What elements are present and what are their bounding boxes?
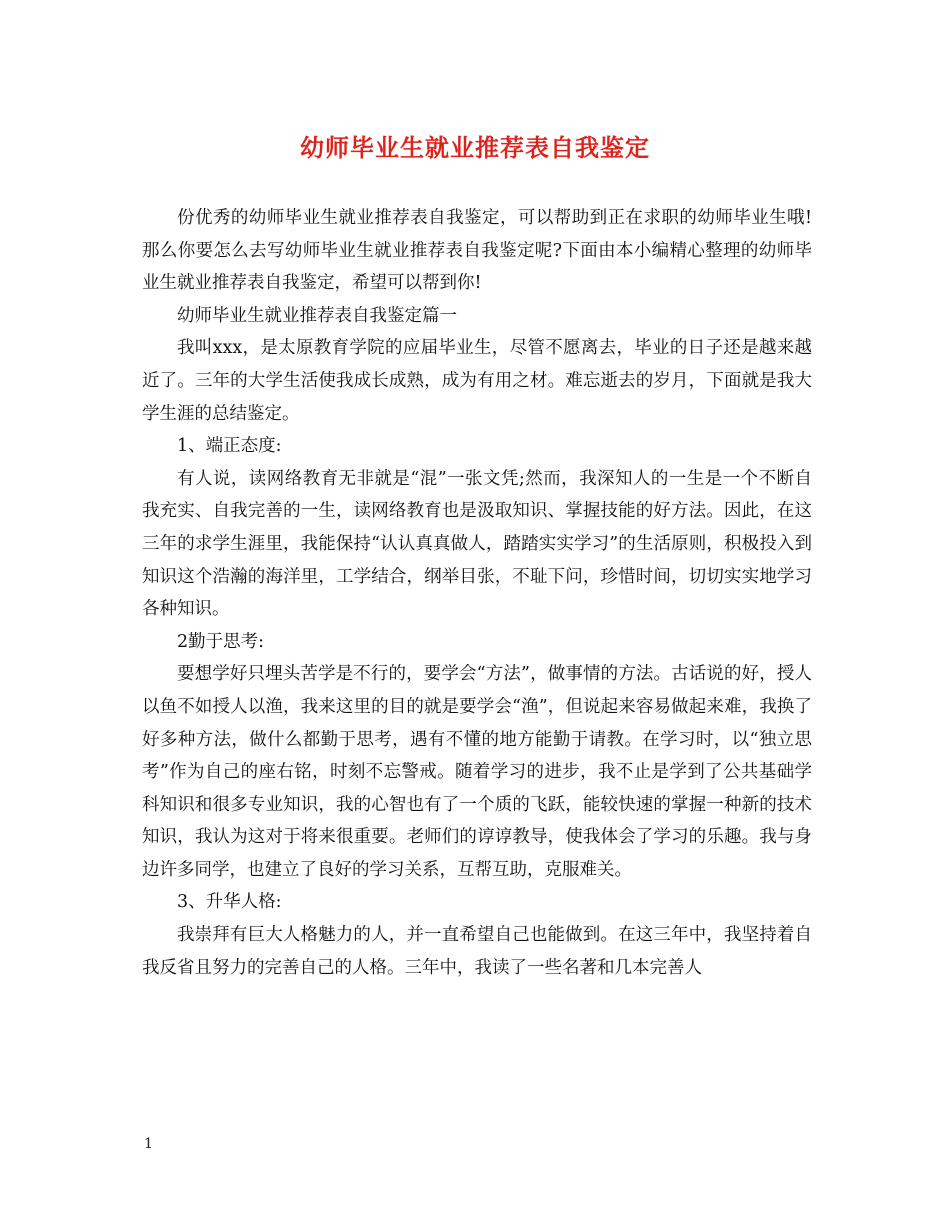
thinking-paragraph: 要想学好只埋头苦学是不行的，要学会“方法”，做事情的方法。古话说的好，授人以鱼不如授人以渔，我来这里的目的就是要学会“渔”，但说起来容易做起来难，我换了好多种方法，做什么都勤于思考，遇有不懂的地方能勤于请教。在学习时，以“独立思考”作为自己的座右铭，时刻不忘警戒。随着学习的进步，我不止是学到了公共基础学科知识和很多专业知识，我的心智也有了一个质的飞跃，能较快速的掌握一种新的技术知识，我认为这对于将来很重要。老师们的谆谆教导，使我体会了学习的乐趣。我与身边许多同学，也建立了良好的学习关系，互帮互助，克服难关。: [142, 664, 812, 880]
heading-thinking: 2勤于思考:: [177, 631, 265, 652]
document-body: [142, 202, 812, 984]
document-title: 幼师毕业生就业推荐表自我鉴定: [300, 133, 650, 162]
section-heading-part-one: 幼师毕业生就业推荐表自我鉴定篇一: [177, 305, 457, 326]
personality-paragraph: 我崇拜有巨大人格魅力的人，并一直希望自己也能做到。在这三年中，我坚持着自我反省且努力的完善自己的人格。三年中，我读了一些名著和几本完善人: [142, 925, 812, 978]
intro-paragraph: 份优秀的幼师毕业生就业推荐表自我鉴定，可以帮助到正在求职的幼师毕业生哦!那么你要怎么去写幼师毕业生就业推荐表自我鉴定呢?下面由本小编精心整理的幼师毕业生就业推荐表自我鉴定，希望可以帮到你!: [142, 208, 812, 294]
heading-personality: 3、升华人格:: [177, 892, 282, 913]
self-introduction-paragraph: 我叫xxx，是太原教育学院的应届毕业生，尽管不愿离去，毕业的日子还是越来越近了。三年的大学生活使我成长成熟，成为有用之材。难忘逝去的岁月，下面就是我大学生涯的总结鉴定。: [142, 338, 812, 424]
heading-attitude: 1、端正态度:: [177, 436, 282, 457]
page-number: 1: [144, 1136, 153, 1152]
attitude-paragraph: 有人说，读网络教育无非就是“混”一张文凭;然而，我深知人的一生是一个不断自我充实、自我完善的一生，读网络教育也是汲取知识、掌握技能的好方法。因此，在这三年的求学生涯里，我能保持“认认真真做人，踏踏实实学习”的生活原则，积极投入到知识这个浩瀚的海洋里，工学结合，纲举目张，不耻下问，珍惜时间，切切实实地学习各种知识。: [142, 468, 812, 620]
